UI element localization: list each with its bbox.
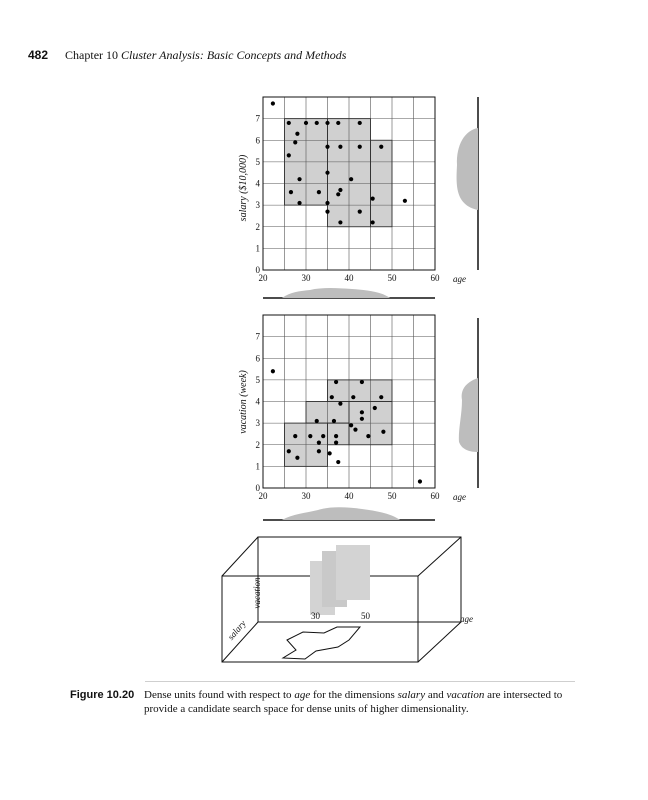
salary-density-profile: [457, 128, 478, 210]
data-point: [325, 201, 329, 205]
data-point: [358, 210, 362, 214]
data-point: [295, 132, 299, 136]
x-tick-label: 30: [301, 491, 311, 501]
age-density-profile: [282, 288, 390, 298]
data-point: [325, 210, 329, 214]
y-tick-label: 1: [255, 243, 260, 254]
data-point: [338, 145, 342, 149]
intersection-region: [283, 627, 360, 659]
vacation-density-profile: [459, 378, 478, 452]
data-point: [373, 406, 377, 410]
data-point: [349, 177, 353, 181]
caption-run: Dense units found with respect to: [144, 689, 295, 701]
data-point: [338, 402, 342, 406]
vacation-age-plot: [238, 315, 478, 520]
cube-tick-label: 30: [311, 611, 320, 621]
data-point: [293, 434, 297, 438]
y-tick-label: 4: [255, 178, 260, 189]
data-point: [287, 449, 291, 453]
data-point: [336, 121, 340, 125]
x-tick-label: 50: [387, 491, 397, 501]
x-tick-label: 20: [258, 491, 268, 501]
data-point: [334, 380, 338, 384]
x-tick-label: 40: [344, 273, 354, 283]
data-point: [304, 121, 308, 125]
cube-edge: [418, 622, 461, 662]
y-tick-label: 3: [255, 200, 260, 211]
data-point: [325, 171, 329, 175]
data-point: [317, 449, 321, 453]
x-tick-label: 60: [430, 491, 440, 501]
y-tick-label: 5: [255, 156, 260, 167]
data-point: [336, 192, 340, 196]
caption-emphasis: vacation: [446, 689, 485, 701]
chapter-title: Cluster Analysis: Basic Concepts and Methods: [121, 48, 347, 62]
y-tick-label: 3: [255, 418, 260, 429]
data-point: [360, 410, 364, 414]
data-point: [351, 395, 355, 399]
intersection-cube: [222, 537, 473, 662]
data-point: [293, 140, 297, 144]
data-point: [271, 101, 275, 105]
data-point: [358, 121, 362, 125]
salary-age-plot: [238, 97, 478, 298]
data-point: [349, 423, 353, 427]
y-tick-label: 7: [255, 331, 260, 342]
figure-label: Figure 10.20: [70, 689, 135, 701]
caption-emphasis: age: [294, 689, 311, 701]
age-density-profile: [282, 507, 400, 520]
x-tick-label: 50: [387, 273, 397, 283]
x-axis-label: age: [453, 274, 466, 284]
page-number: 482: [28, 48, 49, 62]
data-point: [371, 220, 375, 224]
y-axis-label: vacation (week): [238, 370, 249, 434]
chapter-label: Chapter 10: [65, 48, 119, 62]
data-point: [338, 188, 342, 192]
y-tick-label: 0: [255, 265, 260, 275]
caption-text: [144, 688, 574, 716]
data-point: [379, 145, 383, 149]
data-point: [381, 430, 385, 434]
data-point: [371, 197, 375, 201]
data-point: [366, 434, 370, 438]
x-tick-label: 20: [258, 273, 268, 283]
data-point: [379, 395, 383, 399]
dense-unit-plane: [336, 545, 370, 600]
y-tick-label: 2: [255, 439, 260, 450]
y-tick-label: 2: [255, 221, 260, 232]
data-point: [308, 434, 312, 438]
data-point: [334, 434, 338, 438]
data-point: [271, 369, 275, 373]
cube-edge: [418, 537, 461, 576]
data-point: [358, 145, 362, 149]
y-tick-label: 1: [255, 461, 260, 472]
y-tick-label: 5: [255, 374, 260, 385]
x-tick-label: 40: [344, 491, 354, 501]
data-point: [317, 190, 321, 194]
caption-run: are intersected to provide a candidate search space for dense units of higher dimensionality.: [144, 689, 563, 715]
y-tick-label: 0: [255, 483, 260, 493]
x-axis-label: age: [453, 492, 466, 502]
y-tick-label: 7: [255, 113, 260, 124]
data-point: [353, 428, 357, 432]
dense-unit: [328, 423, 350, 445]
data-point: [336, 460, 340, 464]
data-point: [328, 451, 332, 455]
caption-run: for the dimensions: [310, 689, 398, 701]
data-point: [418, 479, 422, 483]
data-point: [317, 440, 321, 444]
data-point: [315, 121, 319, 125]
data-point: [321, 434, 325, 438]
data-point: [360, 417, 364, 421]
data-point: [360, 380, 364, 384]
data-point: [297, 177, 301, 181]
data-point: [289, 190, 293, 194]
data-point: [297, 201, 301, 205]
cube-edge: [222, 537, 258, 576]
cube-vacation-label: vacation: [252, 577, 262, 609]
data-point: [334, 440, 338, 444]
cube-salary-label: salary: [225, 618, 248, 642]
data-point: [330, 395, 334, 399]
caption-run: and: [425, 689, 447, 701]
cube-age-label: age: [460, 614, 473, 624]
data-point: [325, 121, 329, 125]
x-tick-label: 60: [430, 273, 440, 283]
caption-emphasis: salary: [397, 689, 426, 701]
data-point: [315, 419, 319, 423]
data-point: [295, 456, 299, 460]
data-point: [287, 121, 291, 125]
data-point: [403, 199, 407, 203]
cube-tick-label: 50: [361, 611, 370, 621]
y-axis-label: salary ($10,000): [238, 154, 249, 222]
y-tick-label: 6: [255, 353, 260, 364]
data-point: [325, 145, 329, 149]
data-point: [287, 153, 291, 157]
data-point: [338, 220, 342, 224]
y-tick-label: 6: [255, 135, 260, 146]
x-tick-label: 30: [301, 273, 311, 283]
data-point: [332, 419, 336, 423]
y-tick-label: 4: [255, 396, 260, 407]
caption-rule: [145, 681, 575, 682]
